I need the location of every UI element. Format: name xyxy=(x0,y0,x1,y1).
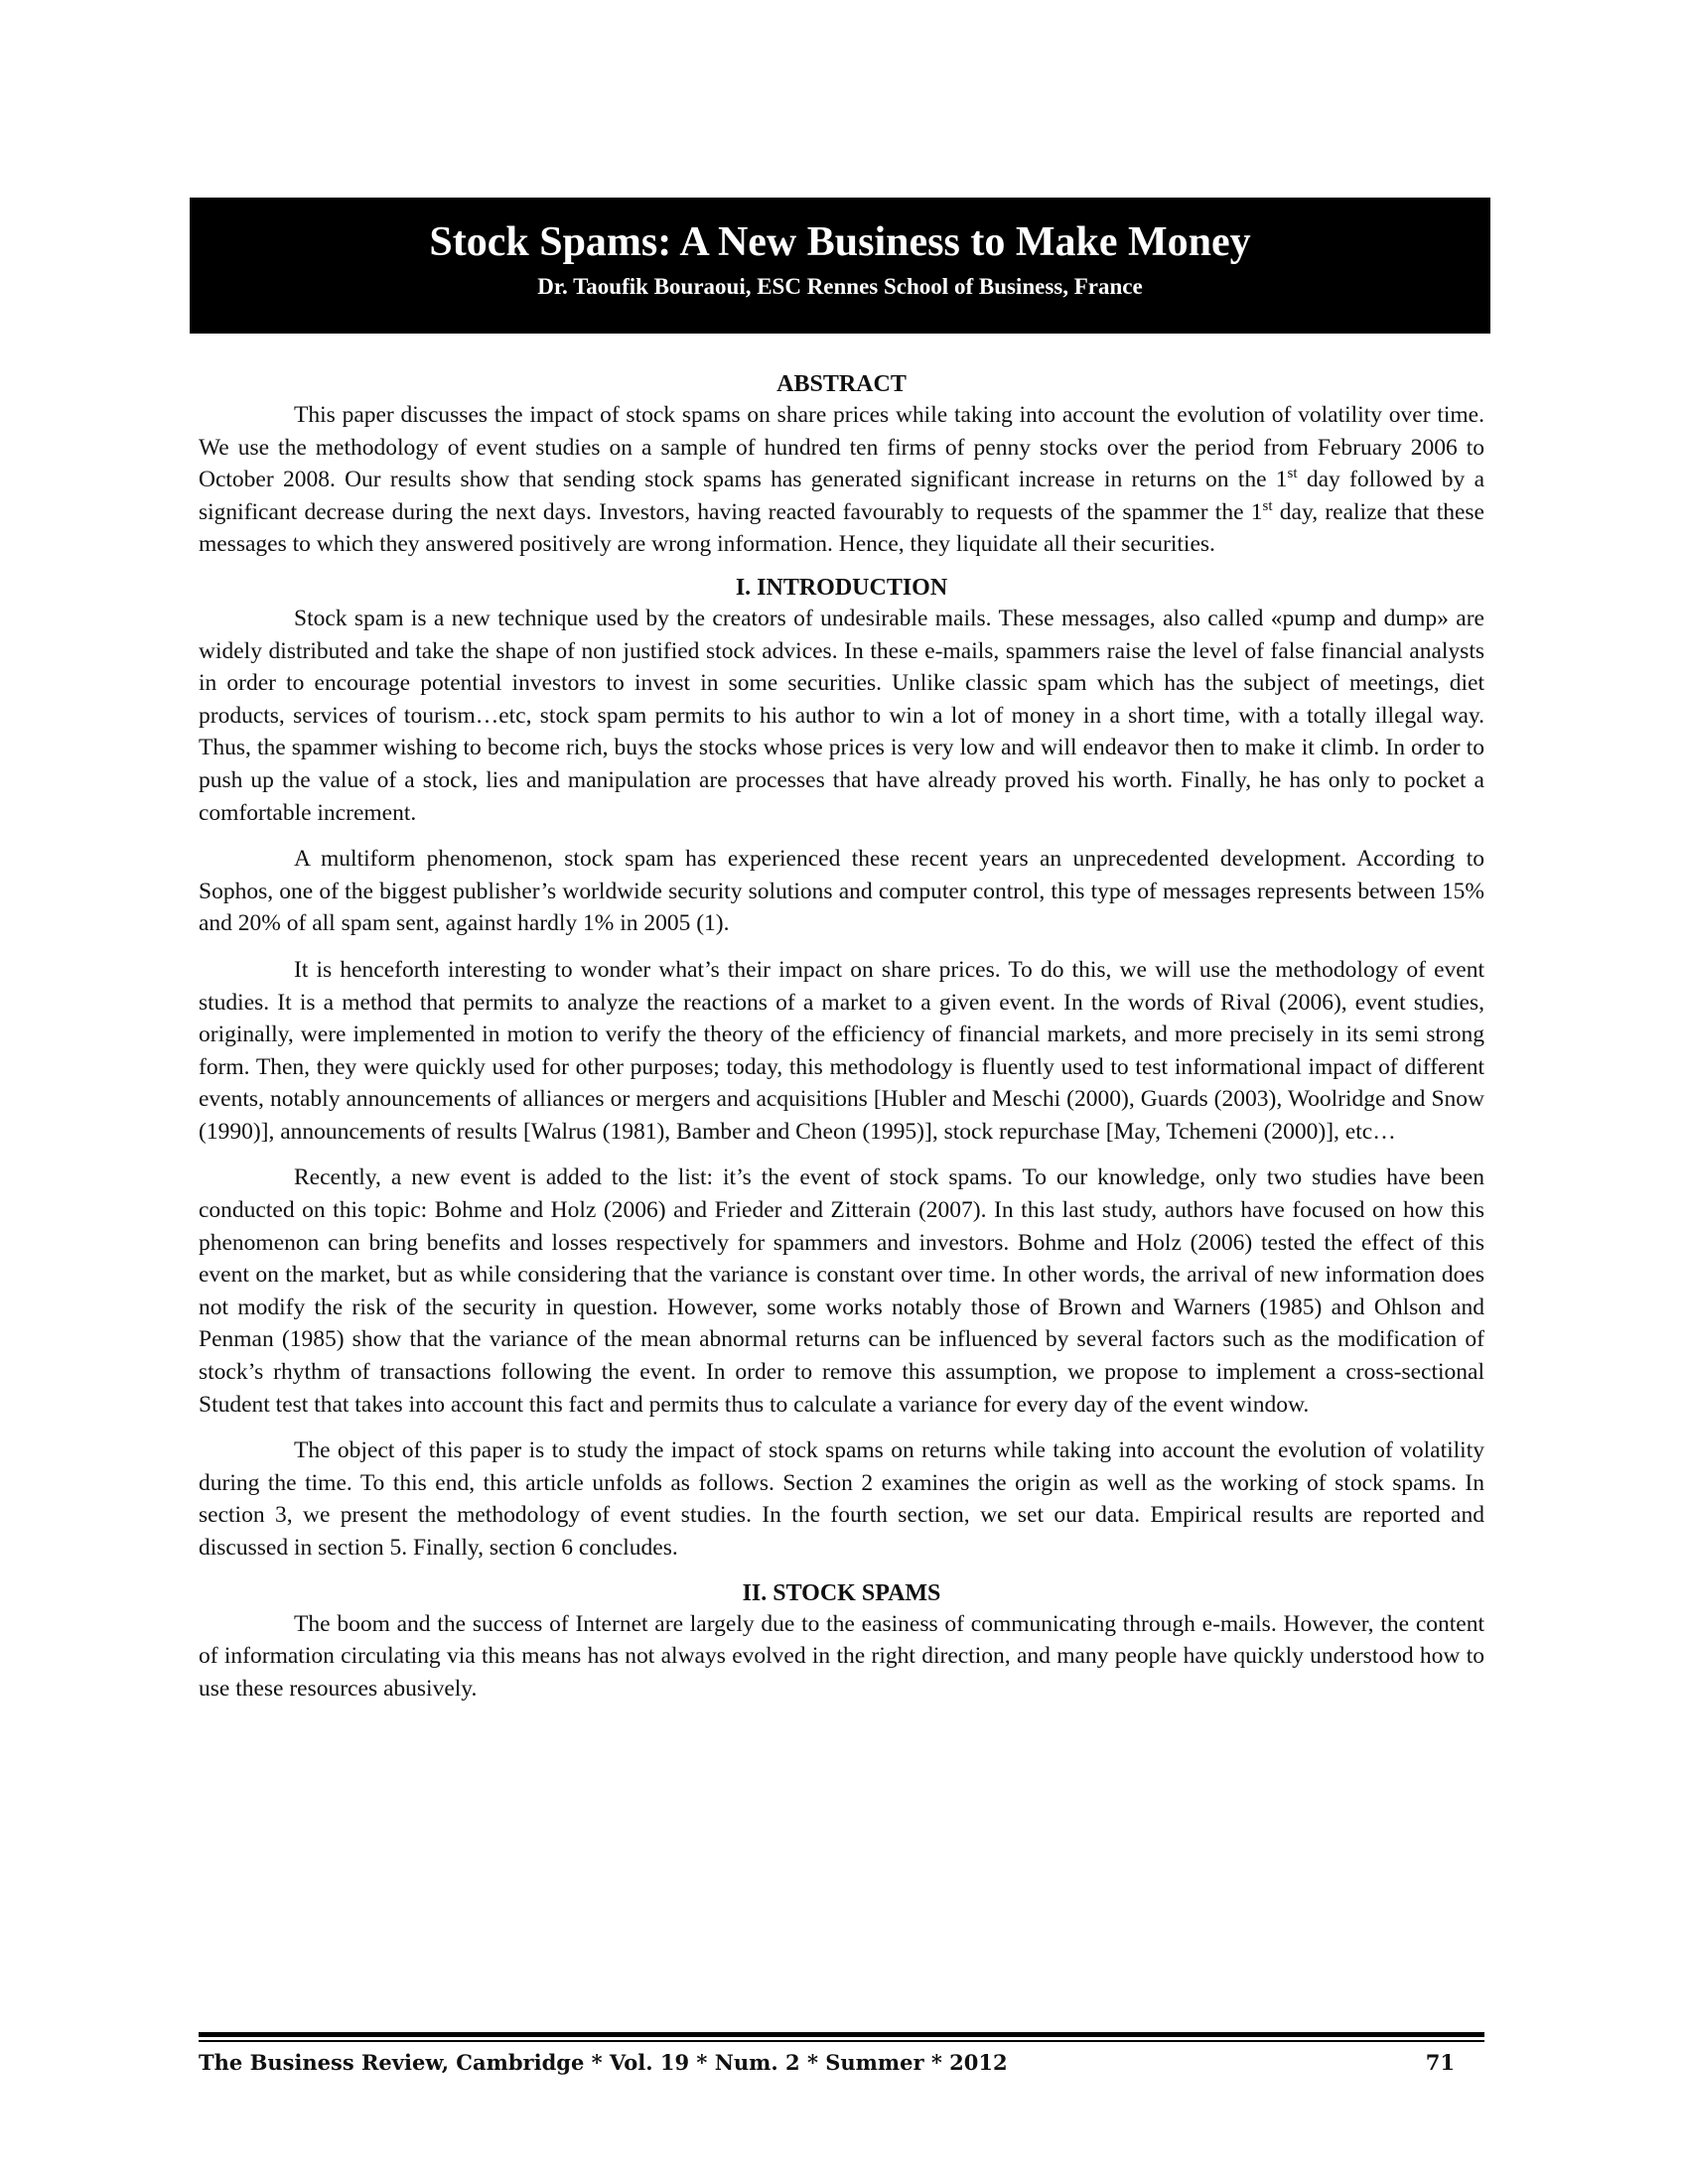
abstract-heading: ABSTRACT xyxy=(776,371,907,397)
introduction-heading: I. INTRODUCTION xyxy=(735,574,948,601)
footer-rule-thin xyxy=(199,2040,1484,2042)
intro-paragraph-1: Stock spam is a new technique used by the creators of undesirable mails. These messages, also called «pump and dump» are widely distributed and take the shape of non justified stock advices. In these e-mails, spammers raise the level of false financial analysts in order to encourage potential investors to invest in some securities. Unlike classic spam which has the subject of meetings, diet products, services of tourism…etc, stock spam permits to his author to win a lot of money in a short time, with a totally illegal way. Thus, the spammer wishing to become rich, buys the stocks whose prices is very low and will endeavor then to make it climb. In order to push up the value of a stock, lies and manipulation are processes that have already proved his worth. Finally, he has only to pocket a comfortable increment. xyxy=(199,605,1484,826)
intro-paragraph-2: A multiform phenomenon, stock spam has experienced these recent years an unprecedented development. According to Sophos, one of the biggest publisher’s worldwide security solutions and computer control, this type of messages represents between 15% and 20% of all spam sent, against hardly 1% in 2005 (1). xyxy=(199,846,1484,937)
page-footer xyxy=(199,2048,1484,2078)
superscript-st: st xyxy=(1262,497,1273,514)
abstract-text-2: day followed by a significant decrease during the next days. Investors, having reacted favourably to requests of the spammer the 1 xyxy=(199,467,1485,525)
paper-body xyxy=(199,369,1484,1705)
abstract-paragraph xyxy=(199,399,1484,561)
footer-rule xyxy=(199,2032,1484,2037)
author-line: Dr. Taoufik Bouraoui, ESC Rennes School of Business, France xyxy=(537,274,1143,299)
title-banner xyxy=(190,198,1490,334)
abstract-text-1: This paper discusses the impact of stock spams on share prices while taking into account the evolution of volatility over time. We use the methodology of event studies on a sample of hundred ten firms of penny stocks over the period from February 2006 to October 2008. Our results show that sending stock spams has generated significant increase in returns on the 1 xyxy=(199,402,1484,493)
stock-spams-paragraph: The boom and the success of Internet are largely due to the easiness of communicating through e-mails. However, the content of information circulating via this means has not always evolved in the right direction, and many people have quickly understood how to use these resources abusively. xyxy=(199,1610,1484,1702)
intro-paragraph-4: Recently, a new event is added to the list: it’s the event of stock spams. To our knowledge, only two studies have been conducted on this topic: Bohme and Holz (2006) and Frieder and Zitterain (2007). In this last study, authors have focused on how this phenomenon can bring benefits and losses respectively for spammers and investors. Bohme and Holz (2006) tested the effect of this event on the market, but as while considering that the variance is constant over time. In other words, the arrival of new information does not modify the risk of the security in question. However, some works notably those of Brown and Warners (1985) and Ohlson and Penman (1985) show that the variance of the mean abnormal returns can be influenced by several factors such as the modification of stock’s rhythm of transactions following the event. In order to remove this assumption, we propose to implement a cross-sectional Student test that takes into account this fact and permits thus to calculate a variance for every day of the event window. xyxy=(199,1164,1484,1418)
page-number: 71 xyxy=(1425,2050,1455,2075)
superscript-st: st xyxy=(1287,466,1298,482)
paper-title: Stock Spams: A New Business to Make Money xyxy=(429,219,1251,265)
intro-paragraph-5: The object of this paper is to study the impact of stock spams on returns while taking into account the evolution of volatility during the time. To this end, this article unfolds as follows. Section 2 examines the origin as well as the working of stock spams. In section 3, we present the methodology of event studies. In the fourth section, we set our data. Empirical results are reported and discussed in section 5. Finally, section 6 concludes. xyxy=(199,1437,1484,1561)
intro-paragraph-3: It is henceforth interesting to wonder what’s their impact on share prices. To do this, we will use the methodology of event studies. It is a method that permits to analyze the reactions of a market to a given event. In the words of Rival (2006), event studies, originally, were implemented in motion to verify the theory of the efficiency of financial markets, and more precisely in its semi strong form. Then, they were quickly used for other purposes; today, this methodology is fluently used to test informational impact of different events, notably announcements of alliances or mergers and acquisitions [Hubler and Meschi (2000), Guards (2003), Woolridge and Snow (1990)], announcements of results [Walrus (1981), Bamber and Cheon (1995)], stock repurchase [May, Tchemeni (2000)], etc… xyxy=(199,956,1484,1145)
abstract-text-3: day, realize that these messages to which they answered positively are wrong information. Hence, they liquidate all their securities. xyxy=(199,498,1484,558)
journal-citation: The Business Review, Cambridge * Vol. 19 * Num. 2 * Summer * 2012 xyxy=(199,2050,1008,2075)
stock-spams-heading: II. STOCK SPAMS xyxy=(742,1579,941,1606)
